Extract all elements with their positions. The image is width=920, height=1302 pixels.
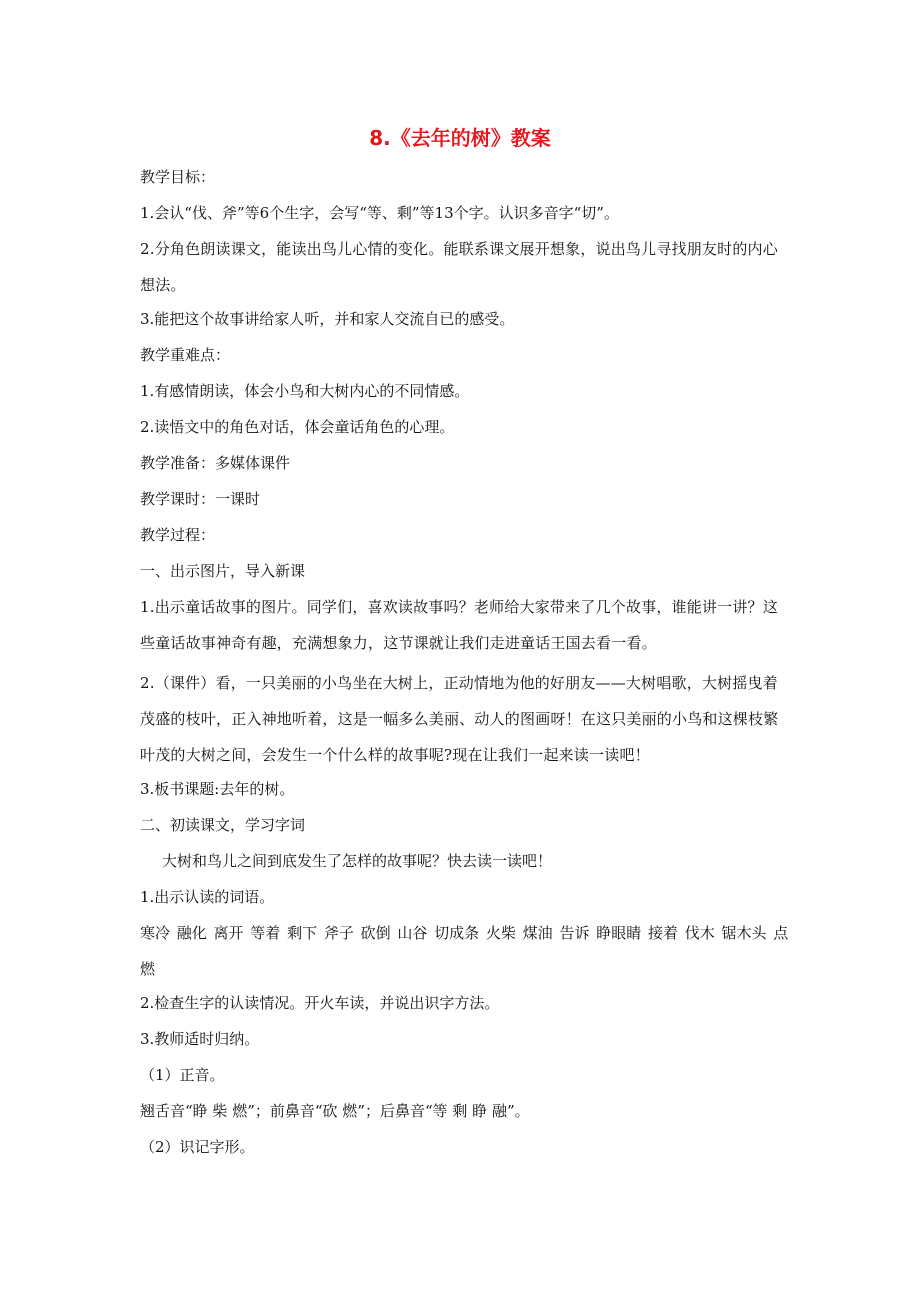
goal-item-1: 1.会认“伐、斧”等6个生字，会写“等、剩”等13个字。认识多音字“切”。: [140, 204, 619, 222]
section-heading-process: 教学过程：: [140, 526, 216, 544]
document-title: 8.《去年的树》教案: [369, 126, 551, 150]
vocabulary-list: 寒冷 融化 离开 等着 剩下 斧子 砍倒 山谷 切成条 火柴 煤油 告诉 睁眼睛 接着 伐木 锯木头 点燃: [140, 924, 789, 978]
step-2-item-2: 2.检查生字的认读情况。开火车读，并说出识字方法。: [140, 994, 500, 1012]
preparation-line: 教学准备：多媒体课件: [140, 454, 291, 472]
step-2-item-1: 1.出示认读的词语。: [140, 888, 275, 906]
step-1-item-1: 1.出示童话故事的图片。同学们，喜欢读故事吗？老师给大家带来了几个故事，谁能讲一讲？这些童话故事神奇有趣，充满想象力，这节课就让我们走进童话王国去看一看。: [140, 598, 778, 652]
sub-item-glyph: （2）识记字形。: [140, 1138, 255, 1156]
step-heading-2: 二、初读课文，学习字词: [140, 816, 306, 834]
sub-item-pronunciation: （1）正音。: [140, 1066, 225, 1084]
pronunciation-detail: 翘舌音“睁 柴 燃”；前鼻音“砍 燃”；后鼻音“等 剩 睁 融”。: [140, 1102, 530, 1120]
step-2-item-3: 3.教师适时归纳。: [140, 1030, 260, 1048]
goal-item-3: 3.能把这个故事讲给家人听，并和家人交流自已的感受。: [140, 310, 515, 328]
step-1-item-2: 2.（课件）看，一只美丽的小鸟坐在大树上，正动情地为他的好朋友——大树唱歌，大树摇曳着茂盛的枝叶，正入神地听着，这是一幅多么美丽、动人的图画呀！在这只美丽的小鸟和这棵枝繁叶茂的大树之间，会发生一个什么样的故事呢?现在让我们一起来读一读吧！: [140, 674, 779, 764]
step-1-item-3: 3.板书课题:去年的树。: [140, 780, 295, 798]
step-heading-1: 一、出示图片，导入新课: [140, 562, 306, 580]
document-body: [140, 165, 790, 1171]
section-heading-key-points: 教学重难点：: [140, 346, 231, 364]
step-2-intro: 大树和鸟儿之间到底发生了怎样的故事呢？快去读一读吧！: [162, 852, 553, 870]
section-heading-goals: 教学目标：: [140, 168, 216, 186]
key-point-1: 1.有感情朗读，体会小鸟和大树内心的不同情感。: [140, 382, 470, 400]
class-hours-line: 教学课时：一课时: [140, 490, 261, 508]
key-point-2: 2.读悟文中的角色对话，体会童话角色的心理。: [140, 418, 455, 436]
goal-item-2: 2.分角色朗读课文，能读出鸟儿心情的变化。能联系课文展开想象，说出鸟儿寻找朋友时的内心想法。: [140, 240, 778, 294]
